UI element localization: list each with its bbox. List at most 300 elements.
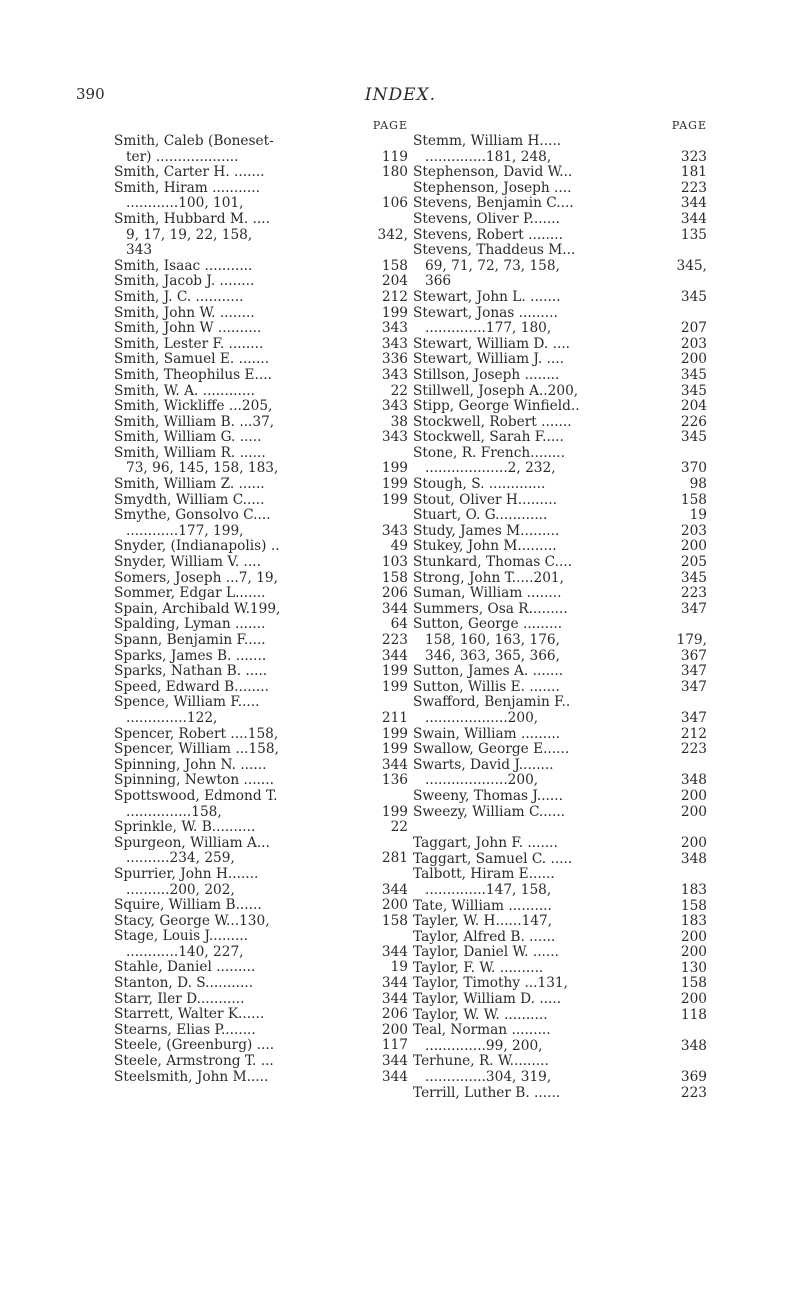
entry-text: Spencer, Robert ....158, — [114, 725, 279, 742]
entry-page-ref: 180 — [381, 164, 408, 181]
index-entry — [413, 165, 707, 181]
entry-page-ref: 158 — [680, 491, 707, 508]
entry-text: ...................200, — [425, 709, 539, 726]
index-entry — [114, 415, 408, 431]
index-entry — [114, 259, 408, 275]
entry-text: Taylor, W. W. .......... — [413, 1006, 548, 1023]
index-entry — [114, 493, 408, 509]
index-entry — [413, 196, 707, 212]
entry-page-ref: 199 — [381, 476, 408, 493]
index-entry — [413, 899, 707, 915]
entry-text: Spencer, William ...158, — [114, 741, 279, 758]
entry-text: Swallow, George E...... — [413, 741, 570, 758]
index-entry — [114, 508, 408, 524]
entry-page-ref: 281 — [381, 850, 408, 867]
entry-text: Sparks, Nathan B. ..... — [114, 663, 268, 680]
entry-page-ref: 344 — [381, 1053, 408, 1070]
entry-page-ref: 183 — [680, 881, 707, 898]
index-entry — [413, 1008, 707, 1024]
entry-text: Taylor, Alfred B. ...... — [413, 928, 556, 945]
index-entry — [413, 602, 707, 618]
entry-page-ref: 158 — [680, 897, 707, 914]
entry-text: Smith, Lester F. ........ — [114, 335, 264, 352]
entry-text: Smith, W. A. ............ — [114, 382, 255, 399]
entry-page-ref: 369 — [680, 1069, 707, 1086]
entry-text: Study, James M......... — [413, 522, 560, 539]
entry-page-ref: 345 — [680, 288, 707, 305]
index-entry — [114, 617, 408, 633]
index-entry — [114, 555, 408, 571]
entry-text: Stuart, O. G............ — [413, 507, 548, 524]
index-entry — [413, 617, 707, 633]
entry-text: Stout, Oliver H......... — [413, 491, 557, 508]
index-entry — [413, 368, 707, 384]
entry-page-ref: 64 — [390, 616, 408, 633]
entry-text: Smith, Wickliffe ...205, — [114, 398, 273, 415]
index-entry — [114, 477, 408, 493]
entry-text: Spann, Benjamin F..... — [114, 632, 266, 648]
entry-text: Smith, Hiram ........... — [114, 179, 260, 196]
index-entry — [413, 352, 707, 368]
entry-text: Smith, Isaac ........... — [114, 257, 253, 274]
index-entry — [413, 1023, 707, 1039]
entry-text: Swafford, Benjamin F.. — [413, 694, 571, 711]
entry-text: Smith, Carter H. ....... — [114, 164, 265, 181]
entry-page-ref: 343 — [381, 398, 408, 415]
page-title: INDEX. — [364, 85, 437, 105]
entry-text: Steelsmith, John M..... — [114, 1068, 269, 1085]
entry-text: Starrett, Walter K...... — [114, 1006, 265, 1023]
index-entry — [413, 867, 707, 883]
index-entry — [114, 867, 408, 883]
entry-page-ref: 49 — [390, 538, 408, 555]
entry-text: Taylor, Daniel W. ...... — [413, 944, 559, 961]
entry-page-ref: 106 — [381, 195, 408, 212]
entry-text: ...............158, — [126, 803, 222, 820]
entry-text: Spinning, John N. ...... — [114, 756, 267, 773]
entry-page-ref: 199 — [381, 304, 408, 321]
entry-text: Stevens, Benjamin C.... — [413, 195, 574, 212]
entry-page-ref: 343 — [381, 366, 408, 383]
entry-text: Tate, William .......... — [413, 897, 552, 914]
entry-page-ref: 223 — [680, 741, 707, 758]
entry-text: Smith, Samuel E. ....... — [114, 351, 270, 368]
entry-text: Tayler, W. H......147, — [413, 913, 553, 930]
entry-page-ref: 203 — [680, 522, 707, 539]
index-entry — [114, 960, 408, 976]
entry-page-ref: 200 — [680, 991, 707, 1008]
index-entry — [114, 898, 408, 914]
index-entries — [413, 134, 707, 1101]
entry-text: Stevens, Robert ........ — [413, 226, 563, 243]
entry-page-ref: 348 — [680, 850, 707, 867]
entry-page-ref: 345 — [680, 569, 707, 586]
entry-page-ref: 203 — [680, 335, 707, 352]
column-page-label: PAGE — [671, 119, 707, 132]
entry-text: Smith, Theophilus E.... — [114, 366, 272, 383]
entry-page-ref: 343 — [381, 429, 408, 446]
index-entry — [413, 1070, 707, 1086]
entry-text: Sprinkle, W. B.......... — [114, 819, 256, 836]
index-entry — [413, 290, 707, 306]
index-entry — [114, 649, 408, 665]
entry-page-ref: 135 — [680, 226, 707, 243]
index-entry — [413, 181, 707, 197]
entry-text: Smith, William G. ..... — [114, 429, 262, 446]
entry-text: 366 — [425, 273, 452, 290]
index-entry — [114, 1070, 408, 1086]
index-entry — [413, 789, 707, 805]
index-entry — [413, 1086, 707, 1102]
index-entry — [114, 1038, 408, 1054]
entry-page-ref: 344 — [680, 195, 707, 212]
entry-text: Terhune, R. W......... — [413, 1053, 549, 1070]
index-entry — [114, 337, 408, 353]
entry-page-ref: 200 — [381, 897, 408, 914]
entry-page-ref: 130 — [680, 959, 707, 976]
entry-page-ref: 367 — [680, 647, 707, 664]
entry-text: Sutton, George ......... — [413, 616, 563, 633]
entry-page-ref: 204 — [680, 398, 707, 415]
entry-text: Swain, William ......... — [413, 725, 561, 742]
index-entry — [413, 649, 707, 665]
index-entry — [413, 399, 707, 415]
entry-page-ref: 38 — [390, 413, 408, 430]
entry-text: 343 — [126, 242, 153, 259]
entry-page-ref: 199 — [381, 460, 408, 477]
entry-page-ref: 22 — [390, 382, 408, 399]
entry-text: Stacy, George W...130, — [114, 912, 270, 929]
entry-page-ref: 345 — [680, 429, 707, 446]
index-entry — [114, 992, 408, 1008]
entry-text: Snyder, (Indianapolis) .. — [114, 538, 280, 555]
entry-text: Stipp, George Winfield.. — [413, 398, 580, 415]
entry-page-ref: 342, — [377, 226, 408, 243]
entry-page-ref: 158 — [381, 257, 408, 274]
entry-text: Spence, William F..... — [114, 694, 260, 711]
entry-text: Smith, Jacob J. ........ — [114, 273, 255, 290]
index-entry — [114, 789, 408, 805]
entry-text: ..............177, 180, — [425, 320, 552, 337]
entry-text: Terrill, Luther B. ...... — [413, 1084, 561, 1101]
index-entry — [114, 352, 408, 368]
entry-page-ref: 200 — [680, 787, 707, 804]
entry-page-ref: 181 — [680, 164, 707, 181]
index-entry — [413, 461, 707, 477]
index-entry — [413, 742, 707, 758]
entry-text: Spain, Archibald W.199, — [114, 600, 281, 617]
entry-text: Stanton, D. S........... — [114, 975, 254, 992]
entry-text: Stage, Louis J......... — [114, 928, 249, 945]
entry-text: Smith, William R. ...... — [114, 444, 266, 461]
index-entry — [413, 274, 707, 290]
index-entry — [114, 181, 408, 197]
entry-page-ref: 344 — [680, 210, 707, 227]
entry-page-ref: 199 — [381, 663, 408, 680]
entry-page-ref: 212 — [680, 725, 707, 742]
index-entry — [413, 930, 707, 946]
index-entry — [114, 1023, 408, 1039]
index-entry — [114, 602, 408, 618]
index-entry — [114, 446, 408, 462]
index-entry — [413, 321, 707, 337]
entry-text: ..............147, 158, — [425, 881, 552, 898]
entry-page-ref: 223 — [680, 585, 707, 602]
entry-text: Taylor, F. W. .......... — [413, 959, 544, 976]
index-entry — [114, 711, 408, 727]
entry-text: ............100, 101, — [126, 195, 244, 212]
entry-text: Stevens, Oliver P....... — [413, 210, 560, 227]
entry-text: Spurgeon, William A... — [114, 834, 270, 851]
index-entry — [114, 524, 408, 540]
index-entry — [114, 196, 408, 212]
entry-text: Smith, John W .......... — [114, 320, 262, 337]
index-entry — [114, 321, 408, 337]
entry-page-ref: 22 — [390, 819, 408, 836]
index-entry — [114, 929, 408, 945]
entry-page-ref: 199 — [381, 803, 408, 820]
column-page-label: PAGE — [372, 119, 408, 132]
index-entry — [114, 742, 408, 758]
index-entry — [413, 493, 707, 509]
index-entry — [114, 680, 408, 696]
entry-text: Spalding, Lyman ....... — [114, 616, 266, 633]
index-entries — [114, 134, 408, 1085]
index-entry — [114, 1007, 408, 1023]
entry-text: 69, 71, 72, 73, 158, — [425, 257, 560, 274]
index-entry — [114, 165, 408, 181]
index-entry — [114, 150, 408, 166]
index-entry — [413, 773, 707, 789]
index-entry — [413, 711, 707, 727]
entry-page-ref: 226 — [680, 413, 707, 430]
index-entry — [114, 773, 408, 789]
entry-text: Taylor, William D. ..... — [413, 991, 562, 1008]
entry-text: Stone, R. French........ — [413, 444, 565, 461]
index-entry — [114, 290, 408, 306]
entry-page-ref: 347 — [680, 600, 707, 617]
entry-text: Stough, S. ............. — [413, 476, 546, 493]
entry-page-ref: 199 — [381, 725, 408, 742]
index-entry — [413, 883, 707, 899]
entry-page-ref: 348 — [680, 772, 707, 789]
index-entry — [114, 851, 408, 867]
entry-text: Taggart, John F. ....... — [413, 835, 558, 852]
index-entry — [114, 727, 408, 743]
entry-page-ref: 206 — [381, 1006, 408, 1023]
index-entry — [413, 914, 707, 930]
entry-text: Sweeny, Thomas J...... — [413, 787, 563, 804]
entry-page-ref: 211 — [381, 709, 408, 726]
entry-page-ref: 343 — [381, 335, 408, 352]
index-entry — [413, 415, 707, 431]
entry-page-ref: 200 — [680, 928, 707, 945]
entry-text: Taylor, Timothy ...131, — [413, 975, 568, 992]
entry-page-ref: 343 — [381, 522, 408, 539]
index-entry — [413, 430, 707, 446]
index-entry — [413, 664, 707, 680]
entry-page-ref: 200 — [680, 351, 707, 368]
entry-text: Stockwell, Robert ....... — [413, 413, 572, 430]
entry-page-ref: 344 — [381, 990, 408, 1007]
index-entry — [413, 976, 707, 992]
index-entry — [413, 633, 707, 649]
entry-text: Stephenson, David W... — [413, 164, 573, 181]
index-entry — [114, 384, 408, 400]
entry-page-ref: 344 — [381, 1068, 408, 1085]
index-entry — [413, 836, 707, 852]
entry-page-ref: 223 — [381, 632, 408, 648]
entry-page-ref: 343 — [381, 320, 408, 337]
entry-text: Stewart, John L. ....... — [413, 288, 561, 305]
entry-text: Smith, Caleb (Boneset- — [114, 133, 274, 149]
entry-text: Sutton, James A. ....... — [413, 663, 564, 680]
index-entry — [413, 446, 707, 462]
index-entry — [114, 228, 408, 244]
entry-page-ref: 158 — [680, 975, 707, 992]
entry-text: Somers, Joseph ...7, 19, — [114, 569, 278, 586]
index-entry — [413, 555, 707, 571]
page-number: 390 — [76, 85, 105, 103]
entry-text: Swarts, David J........ — [413, 756, 554, 773]
entry-page-ref: 344 — [381, 943, 408, 960]
index-entry — [114, 274, 408, 290]
index-entry — [413, 134, 707, 150]
index-entry — [114, 1054, 408, 1070]
entry-text: ..............304, 319, — [425, 1069, 552, 1086]
entry-text: 73, 96, 145, 158, 183, — [126, 460, 279, 477]
entry-page-ref: 344 — [381, 975, 408, 992]
entry-page-ref: 344 — [381, 881, 408, 898]
entry-text: Smith, Hubbard M. .... — [114, 210, 270, 227]
index-entry — [114, 368, 408, 384]
index-entry — [413, 680, 707, 696]
index-entry — [413, 571, 707, 587]
entry-page-ref: 348 — [680, 1037, 707, 1054]
index-entry — [114, 695, 408, 711]
entry-text: Stevens, Thaddeus M... — [413, 242, 576, 259]
entry-text: Stephenson, Joseph .... — [413, 179, 572, 196]
entry-text: Steele, Armstrong T. ... — [114, 1053, 274, 1070]
entry-text: 9, 17, 19, 22, 158, — [126, 226, 253, 243]
entry-text: Stearns, Elias P........ — [114, 1021, 256, 1038]
entry-text: Teal, Norman ......... — [413, 1022, 551, 1039]
index-column-right — [413, 118, 707, 1101]
index-entry — [114, 883, 408, 899]
index-entry — [114, 758, 408, 774]
entry-text: Stemm, William H..... — [413, 133, 562, 149]
entry-text: Stukey, John M......... — [413, 538, 557, 555]
entry-page-ref: 200 — [680, 835, 707, 852]
entry-page-ref: 345 — [680, 382, 707, 399]
entry-page-ref: 347 — [680, 678, 707, 695]
entry-page-ref: 212 — [381, 288, 408, 305]
entry-text: Smith, William B. ...37, — [114, 413, 275, 430]
index-entry — [114, 633, 408, 649]
entry-text: Squire, William B...... — [114, 897, 262, 914]
index-entry — [413, 150, 707, 166]
entry-text: Stewart, William J. .... — [413, 351, 564, 368]
index-entry — [413, 945, 707, 961]
index-entry — [413, 961, 707, 977]
index-entry — [114, 461, 408, 477]
index-entry — [114, 586, 408, 602]
page-header — [0, 85, 801, 109]
index-entry — [413, 228, 707, 244]
entry-text: Smith, John W. ........ — [114, 304, 255, 321]
entry-page-ref: 199 — [381, 491, 408, 508]
index-entry — [114, 820, 408, 836]
entry-text: ............140, 227, — [126, 943, 244, 960]
entry-text: Stewart, William D. .... — [413, 335, 571, 352]
entry-page-ref: 103 — [381, 554, 408, 571]
index-entry — [114, 430, 408, 446]
entry-text: ..........200, 202, — [126, 881, 235, 898]
entry-page-ref: 158 — [381, 912, 408, 929]
entry-text: ..............99, 200, — [425, 1037, 543, 1054]
entry-page-ref: 200 — [680, 944, 707, 961]
entry-text: Smythe, Gonsolvo C.... — [114, 507, 271, 524]
entry-page-ref: 223 — [680, 179, 707, 196]
entry-text: Stillwell, Joseph A..200, — [413, 382, 579, 399]
entry-text: Summers, Osa R......... — [413, 600, 568, 617]
entry-text: Stewart, Jonas ......... — [413, 304, 558, 321]
entry-page-ref: 158 — [381, 569, 408, 586]
index-entry — [114, 571, 408, 587]
entry-page-ref: 200 — [680, 538, 707, 555]
entry-page-ref: 118 — [680, 1006, 707, 1023]
entry-text: ...................200, — [425, 772, 539, 789]
entry-page-ref: 223 — [680, 1084, 707, 1101]
index-entry — [413, 1054, 707, 1070]
index-entry — [413, 243, 707, 259]
index-entry — [114, 134, 408, 150]
index-entry — [413, 805, 707, 821]
entry-text: Sutton, Willis E. ....... — [413, 678, 560, 695]
index-entry — [413, 758, 707, 774]
index-entry — [114, 976, 408, 992]
index-entry — [114, 243, 408, 259]
entry-text: ...................2, 232, — [425, 460, 556, 477]
index-entry — [413, 992, 707, 1008]
entry-page-ref: 179, — [676, 632, 707, 648]
entry-page-ref: 117 — [381, 1037, 408, 1054]
entry-text: Taggart, Samuel C. ..... — [413, 850, 573, 867]
index-entry — [413, 508, 707, 524]
index-entry — [114, 212, 408, 228]
entry-text: Strong, John T.....201, — [413, 569, 564, 586]
entry-page-ref: 345 — [680, 366, 707, 383]
index-entry — [413, 524, 707, 540]
entry-text: Sparks, James B. ....... — [114, 647, 267, 664]
entry-page-ref: 344 — [381, 756, 408, 773]
entry-text: Steele, (Greenburg) .... — [114, 1037, 275, 1054]
entry-page-ref: 347 — [680, 663, 707, 680]
entry-text: Stillson, Joseph ........ — [413, 366, 560, 383]
entry-text: Smydth, William C..... — [114, 491, 265, 508]
entry-text: Starr, Iler D........... — [114, 990, 245, 1007]
entry-page-ref: 206 — [381, 585, 408, 602]
entry-page-ref: 207 — [680, 320, 707, 337]
entry-page-ref: 200 — [381, 1021, 408, 1038]
entry-text: ter) ................... — [126, 148, 239, 165]
entry-page-ref: 344 — [381, 600, 408, 617]
entry-text: 346, 363, 365, 366, — [425, 647, 560, 664]
entry-page-ref: 205 — [680, 554, 707, 571]
entry-text: ..........234, 259, — [126, 850, 235, 867]
index-entry — [413, 477, 707, 493]
entry-text: Sommer, Edgar L....... — [114, 585, 266, 602]
